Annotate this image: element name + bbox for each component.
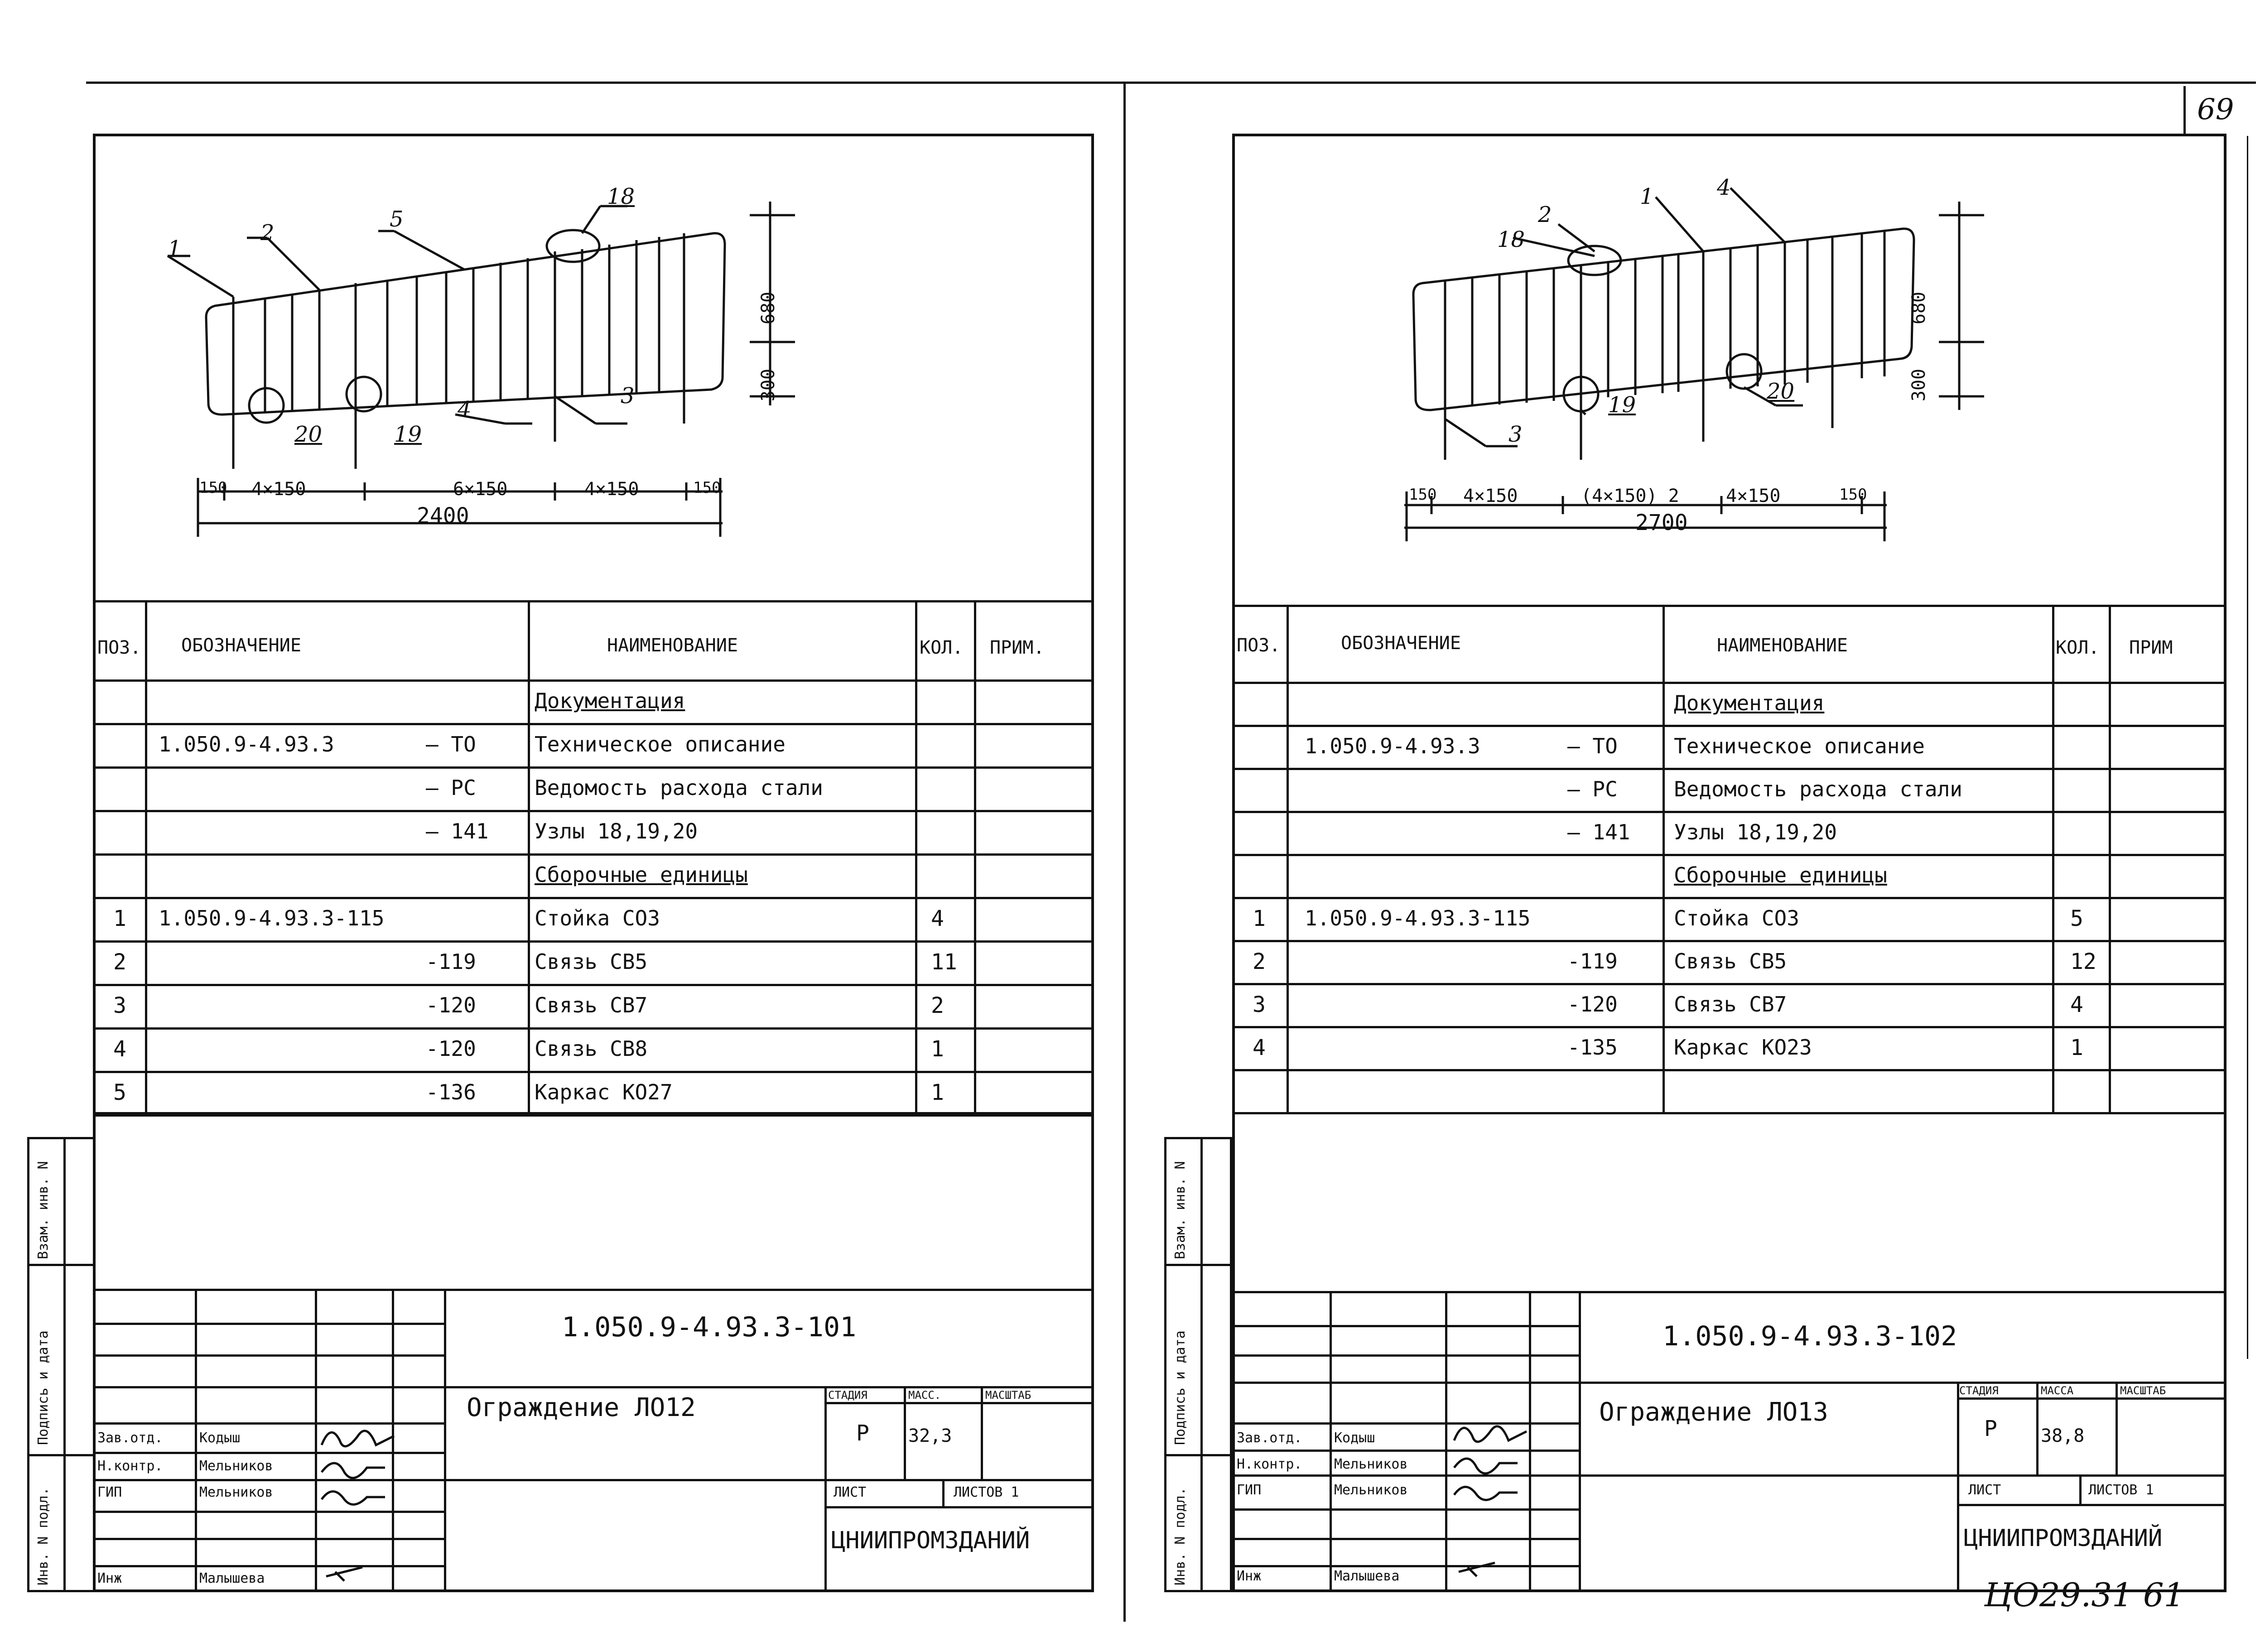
spec-pos: 2 [113,949,126,975]
r-tb-name-4: Малышева [1334,1568,1400,1584]
r-tb-sheet-label: ЛИСТ [1968,1482,2001,1498]
r-dim-1: 150 [1409,486,1437,504]
spec-name: Ведомость расхода стали [535,775,823,800]
r-tb-role-1: Зав.отд. [1237,1430,1302,1446]
r-side-stamp-divider [1200,1137,1203,1592]
tb-stage-col [824,1386,827,1592]
corner-code: ЦО29.31 61 [1984,1576,2185,1614]
spec-header-pos: ПОЗ. [97,637,141,658]
spec-name: Сборочные единицы [1674,862,1887,887]
spec-qty: 1 [931,1036,944,1062]
spec-qty: 1 [931,1080,944,1105]
spec-row-line [1232,940,2226,942]
side-label-1: Взам. инв. N [35,1161,51,1259]
tb-role-1: Зав.отд. [97,1430,163,1446]
callout-2: 2 [260,220,275,246]
tb-org: ЦНИИПРОМЗДАНИЙ [831,1527,1030,1554]
sketch-left [93,134,1094,587]
spec-name: Ведомость расхода стали [1674,776,1962,801]
spec-suffix: -119 [426,949,476,974]
tb-mass-label: МАСС. [908,1389,941,1402]
tb-col-d [444,1289,446,1592]
r-callout-19: 19 [1608,392,1636,418]
spec-row-line [1232,1112,2226,1114]
r-callout-4: 4 [1717,175,1731,200]
r-tb-name-3: Мельников [1334,1482,1408,1498]
r-tb-stage: Р [1984,1416,1997,1441]
spec-qty: 4 [931,906,944,931]
spec-name: Узлы 18,19,20 [535,819,698,843]
spec-row-line [93,1071,1094,1073]
r-tb-sheets-label: ЛИСТОВ 1 [2088,1482,2154,1498]
spec-name: Техническое описание [535,732,786,756]
spec-designation: 1.050.9-4.93.3 [1305,733,1480,758]
spec-header-designation: ОБОЗНАЧЕНИЕ [181,635,301,656]
spec-row-line [93,984,1094,986]
r-tb-stage-head [1957,1397,2226,1400]
r-height-300: 300 [1908,368,1930,402]
height-680: 680 [758,291,779,325]
tb-role-2: Н.контр. [97,1458,163,1474]
spec-name: Документация [535,689,685,713]
spec-header-note: ПРИМ. [990,637,1045,658]
spec-pos: 5 [113,1080,126,1105]
dim-1: 150 [199,479,227,497]
r-dim-4: 4×150 [1726,486,1781,506]
tb-stage: Р [856,1421,869,1446]
r-tb-role-4: Инж [1237,1568,1262,1584]
spec-name: Документация [1674,690,1825,715]
r-tb-col-a [1330,1291,1332,1592]
spec-qty: 4 [2070,992,2083,1017]
spec-suffix: -136 [426,1080,476,1104]
r-tb-grid-3 [1232,1382,2226,1384]
r-tb-role-3: ГИП [1237,1482,1262,1498]
side-label-2: Подпись и дата [35,1330,51,1445]
spec-suffix: – 141 [1567,819,1630,844]
r-tb-sheet-row [1957,1504,2226,1506]
tb-mass: 32,3 [908,1426,952,1446]
r-tb-top [1232,1291,2226,1293]
spec-row-line [1232,1069,2226,1071]
callout-5: 5 [390,207,404,232]
spec-top [93,600,1094,602]
r-side-label-1: Взам. инв. N [1172,1161,1188,1259]
sketch-right [1232,134,2226,587]
r-tb-name-1: Кодыш [1334,1430,1375,1446]
spec-row-line [93,766,1094,769]
spec-row-line [1232,983,2226,985]
spec-suffix: – РС [1567,776,1618,801]
dim-2: 4×150 [251,479,306,500]
spec-name: Каркас КО27 [535,1080,673,1104]
r-tb-stage-label: СТАДИЯ [1959,1384,1999,1397]
spec-suffix: -120 [426,993,476,1017]
r-side-stamp-row-1 [1164,1264,1232,1266]
spec-pos: 3 [113,993,126,1018]
dim-total: 2400 [417,503,469,529]
spec-suffix: -135 [1567,1035,1618,1060]
r-callout-1: 1 [1640,184,1654,209]
tb-stage-label: СТАДИЯ [828,1389,867,1402]
spec-row-line [93,940,1094,943]
spec-col-4 [974,600,976,1112]
r-spec-header-name: НАИМЕНОВАНИЕ [1717,635,1848,656]
spec-name: Сборочные единицы [535,862,748,887]
r-tb-role-2: Н.контр. [1237,1456,1302,1472]
spec-name: Каркас КО23 [1674,1035,1812,1060]
spec-suffix: -119 [1567,949,1618,973]
spec-header-name: НАИМЕНОВАНИЕ [607,635,738,656]
r-callout-18: 18 [1497,227,1525,252]
side-label-3: Инв. N подл. [35,1487,51,1585]
tb-name-2: Мельников [199,1458,273,1474]
callout-1: 1 [168,236,182,261]
tb-grid-3 [93,1386,1094,1388]
spec-name: Связь СВ5 [1674,949,1787,973]
tb-name-4: Малышева [199,1570,265,1586]
spec-col-2 [528,600,530,1112]
tb-title: Ограждение ЛО12 [467,1393,696,1422]
r-spec-header-note: ПРИМ [2129,637,2173,658]
callout-20: 20 [294,422,323,447]
r-callout-3: 3 [1508,422,1523,447]
dim-3: 6×150 [453,479,508,500]
spec-qty: 11 [931,949,957,975]
spec-suffix: – 141 [426,819,489,843]
tb-code: 1.050.9-4.93.3-101 [562,1311,857,1343]
height-300: 300 [758,368,779,402]
tb-name-1: Кодыш [199,1430,241,1446]
spec-row-line [93,897,1094,899]
r-tb-grid-6 [1232,1474,2226,1477]
r-tb-scale-col [2116,1382,2118,1474]
spec-designation: 1.050.9-4.93.3-115 [159,906,385,930]
tb-sheet-col [942,1479,945,1506]
spec-col-1 [145,600,147,1112]
page-divider [1123,82,1126,1622]
side-stamp-divider [63,1137,66,1592]
spec-pos: 1 [113,906,126,931]
r-spec-col-2 [1663,605,1665,1112]
spec-qty: 1 [2070,1035,2083,1060]
r-spec-col-3 [2052,605,2054,1112]
right-edge-rule [2247,136,2248,1359]
tb-grid-2 [93,1354,444,1357]
callout-19: 19 [394,422,422,447]
spec-name: Связь СВ7 [535,993,648,1017]
r-callout-20: 20 [1767,379,1795,404]
r-spec-header-qty: КОЛ. [2056,637,2100,658]
spec-name: Узлы 18,19,20 [1674,819,1837,844]
callout-18: 18 [607,184,635,209]
r-tb-code: 1.050.9-4.93.3-102 [1663,1320,1957,1352]
spec-row-line [93,1114,1094,1117]
spec-suffix: – ТО [426,732,476,756]
spec-row-line [1232,768,2226,770]
r-dim-total: 2700 [1635,510,1688,535]
tb-mass-col [904,1386,906,1479]
spec-row-line [93,1027,1094,1030]
spec-name: Связь СВ7 [1674,992,1787,1016]
spec-suffix: -120 [426,1036,476,1061]
r-side-stamp-row-2 [1164,1454,1232,1456]
spec-name: Стойка СО3 [535,906,660,930]
r-tb-mass-col [2036,1382,2038,1474]
r-spec-top [1232,605,2226,607]
spec-suffix: -120 [1567,992,1618,1016]
r-tb-title: Ограждение ЛО13 [1599,1397,1828,1427]
top-rule [86,82,2256,84]
spec-row-line [1232,897,2226,899]
spec-row-line [1232,725,2226,727]
signatures-left [317,1413,408,1604]
r-tb-sheet-col [2079,1474,2082,1504]
r-dim-3: (4×150) 2 [1581,486,1679,506]
tb-name-3: Мельников [199,1484,273,1500]
page-number: 69 [2197,93,2234,126]
r-callout-2: 2 [1538,202,1552,227]
spec-header-qty: КОЛ. [920,637,964,658]
spec-suffix: – ТО [1567,733,1618,758]
r-tb-col-b [1445,1291,1447,1592]
spec-row-line [1232,1026,2226,1028]
spec-name: Стойка СО3 [1674,905,1799,930]
tb-top [93,1289,1094,1291]
spec-name: Связь СВ5 [535,949,648,974]
r-height-680: 680 [1908,291,1930,325]
tb-role-3: ГИП [97,1484,122,1500]
tb-role-4: Инж [97,1570,122,1586]
r-tb-mass-label: МАССА [2041,1384,2074,1397]
signatures-right [1450,1409,1540,1599]
r-spec-header-designation: ОБОЗНАЧЕНИЕ [1341,633,1461,654]
r-tb-scale-label: МАСШТАБ [2120,1384,2166,1397]
r-tb-name-2: Мельников [1334,1456,1408,1472]
callout-4: 4 [458,397,472,422]
tb-col-a [195,1289,197,1592]
r-tb-grid-1 [1232,1325,1579,1327]
tb-scale-label: МАСШТАБ [985,1389,1031,1402]
r-spec-col-1 [1287,605,1289,1112]
spec-row-line [1232,854,2226,856]
spec-header-bottom [93,679,1094,682]
r-tb-col-d [1579,1291,1581,1592]
spec-designation: 1.050.9-4.93.3-115 [1305,905,1531,930]
spec-row-line [93,810,1094,812]
tb-sheet-label: ЛИСТ [834,1484,867,1500]
r-dim-5: 150 [1839,486,1867,504]
spec-pos: 4 [113,1036,126,1062]
tb-sheet-row [824,1506,1094,1508]
r-tb-org: ЦНИИПРОМЗДАНИЙ [1964,1525,2163,1552]
side-stamp-row-1 [27,1264,95,1266]
spec-qty: 5 [2070,905,2083,931]
spec-pos: 3 [1253,992,1266,1017]
side-stamp-row-2 [27,1454,95,1456]
spec-suffix: – РС [426,775,476,800]
spec-row-line [1232,811,2226,813]
spec-row-line [93,723,1094,725]
r-spec-header-bottom [1232,682,2226,684]
r-side-label-3: Инв. N подл. [1172,1487,1188,1585]
dim-5: 150 [693,479,721,497]
r-spec-header-pos: ПОЗ. [1237,635,1281,656]
callout-3: 3 [621,383,635,409]
r-spec-col-4 [2109,605,2111,1112]
r-tb-mass: 38,8 [2041,1426,2085,1446]
tb-sheets-label: ЛИСТОВ 1 [954,1484,1019,1500]
page-number-box [2183,86,2186,136]
spec-pos: 2 [1253,949,1266,974]
spec-qty: 2 [931,993,944,1018]
tb-stage-head [824,1402,1094,1404]
spec-designation: 1.050.9-4.93.3 [159,732,334,756]
spec-row-line [93,853,1094,856]
tb-scale-col [981,1386,983,1479]
spec-name: Связь СВ8 [535,1036,648,1061]
r-tb-grid-2 [1232,1354,1579,1357]
r-side-label-2: Подпись и дата [1172,1330,1188,1445]
spec-pos: 4 [1253,1035,1266,1060]
spec-pos: 1 [1253,905,1266,931]
dim-4: 4×150 [584,479,639,500]
spec-qty: 12 [2070,949,2096,974]
tb-grid-1 [93,1323,444,1325]
spec-name: Техническое описание [1674,733,1925,758]
r-tb-stage-col [1957,1382,1959,1592]
r-dim-2: 4×150 [1463,486,1518,506]
spec-col-3 [915,600,917,1112]
